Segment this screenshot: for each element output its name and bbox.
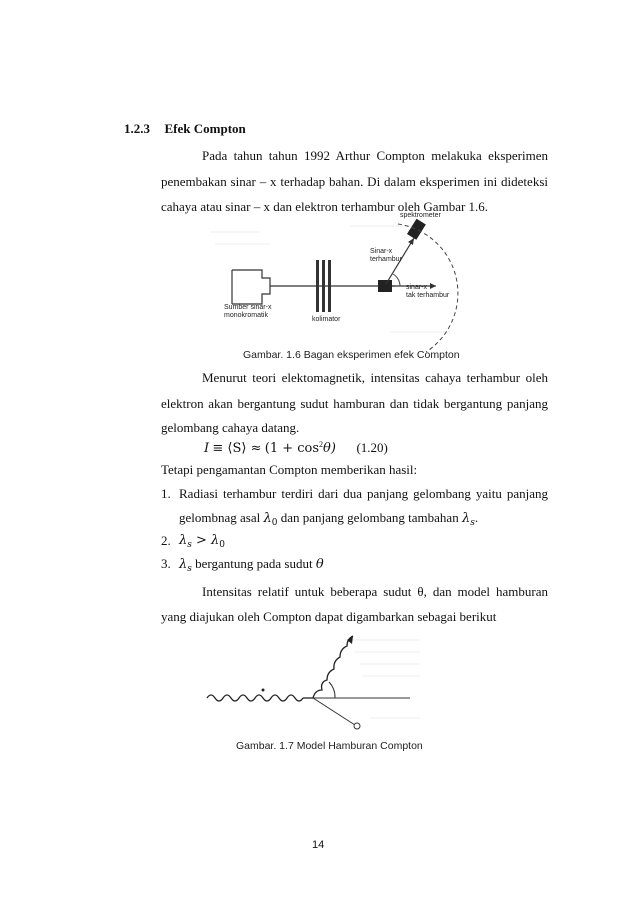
para1-line3: cahaya atau sinar – x dan elektron terhambur oleh Gambar 1.6. (161, 199, 489, 214)
spectrometer-box (407, 219, 426, 240)
page-number: 14 (312, 839, 325, 851)
list-item1-line1: Radiasi terhambur terdiri dari dua panjang gelombang yaitu panjang (179, 486, 548, 501)
list-intro: Tetapi pengamantan Compton memberikan hasil: (161, 462, 418, 477)
list-item2-number: 2. (161, 533, 171, 548)
equation-number: (1.20) (356, 440, 388, 455)
equation-middle: ≡ ⟨S⟩ ≈ (212, 441, 262, 456)
section-heading (124, 121, 246, 136)
label-kolimator: kolimator (312, 316, 341, 323)
equation-lhs: I (204, 441, 210, 456)
para2-line2: elektron akan bergantung sudut hamburan dan tidak bergantung panjang (161, 396, 548, 411)
collimator-plate (322, 260, 325, 312)
list-item1-number: 1. (161, 486, 171, 501)
figure2-caption: Gambar. 1.7 Model Hamburan Compton (236, 740, 423, 752)
label-scattered: Sinar-x terhambur (370, 248, 402, 263)
label-spektrometer: spektrometer (400, 212, 441, 219)
figure1-caption: Gambar. 1.6 Bagan eksperimen efek Compton (243, 349, 460, 361)
equation-rhs-open: (1 + cos (264, 441, 320, 456)
collimator-plate (328, 260, 331, 312)
equation (204, 440, 388, 456)
equation-exponent: 2 (319, 440, 324, 449)
section-title: Efek Compton (164, 121, 246, 136)
para1-line1: Pada tahun tahun 1992 Arthur Compton melakuka eksperimen (202, 148, 548, 163)
para3-line1: Intensitas relatif untuk beberapa sudut θ, dan model hamburan (202, 584, 548, 599)
electron-dot (262, 689, 265, 692)
list-item2-text: $\lambda_s > \lambda_0$ (179, 533, 226, 550)
para2-line3: gelombang cahaya datang. (161, 420, 300, 435)
incident-photon-wave (207, 695, 303, 701)
recoil-electron (354, 723, 360, 729)
figure-compton-setup (200, 212, 460, 362)
list-item3-number: 3. (161, 556, 171, 571)
target-block (378, 280, 392, 292)
compton-scattering-diagram (195, 628, 425, 738)
recoil-electron-path (313, 698, 355, 725)
figure-compton-scattering (195, 628, 425, 738)
collimator-plate (316, 260, 319, 312)
list-item3-text: $\lambda_s$ bergantung pada sudut θ (179, 556, 324, 574)
label-source: Sumber sinar-x monokromatik (224, 304, 272, 319)
para1-line2: penembakan sinar – x terhadap bahan. Di dalam eksperimen ini dideteksi (161, 174, 548, 189)
para3-line2: yang diajukan oleh Compton dapat digambarkan sebagai berikut (161, 609, 497, 624)
label-unscattered: sinar-x tak terhambur (406, 284, 450, 299)
xray-source-shape (232, 270, 270, 304)
list-item1-line2: gelombnag asal $\lambda_0$ dan panjang gelombang tambahan $\lambda_s$. (179, 510, 479, 528)
equation-rhs-close: θ) (323, 441, 336, 456)
section-number: 1.2.3 (124, 121, 150, 136)
para2-line1: Menurut teori elektomagnetik, intensitas cahaya terhambur oleh (202, 370, 548, 385)
